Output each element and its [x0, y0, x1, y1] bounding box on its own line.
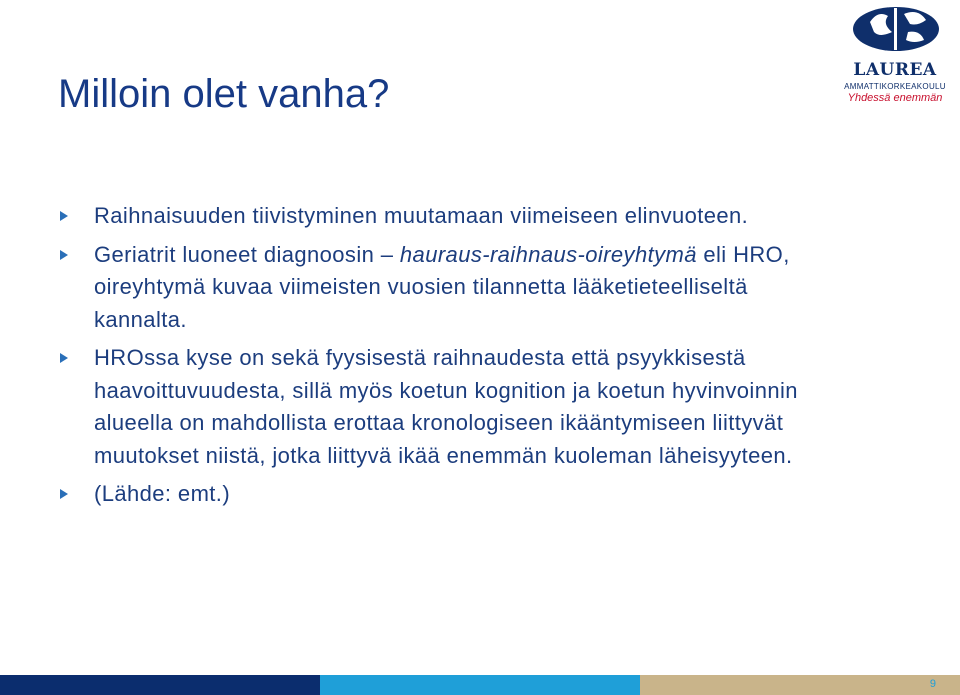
logo-tagline: Yhdessä enemmän [847, 92, 943, 104]
logo-subtitle: AMMATTIKORKEAKOULU [844, 82, 946, 91]
bullet-text-after: eli HRO, oireyhtymä kuvaa viimeisten vuosien tilannetta lääketieteelliseltä kannalta. [94, 241, 790, 332]
footer-bar [0, 675, 960, 695]
bullet-arrow-icon [60, 250, 68, 260]
bullet-item [58, 239, 798, 337]
bullet-list [58, 200, 798, 517]
bullet-text: (Lähde: emt.) [94, 481, 231, 506]
page-number: 9 [929, 678, 936, 690]
bullet-text-italic: hauraus-raihnaus-oireyhtymä [399, 241, 697, 267]
footer-segment-sand [640, 675, 960, 695]
bullet-text-before: Geriatrit luoneet diagnoosin – [94, 241, 400, 267]
bullet-arrow-icon [60, 489, 68, 499]
footer-segment-navy [0, 675, 320, 695]
laurea-emblem-icon [852, 4, 940, 54]
bullet-item [58, 200, 798, 233]
slide-title: Milloin olet vanha? [58, 72, 390, 116]
footer-segment-blue [320, 675, 640, 695]
bullet-arrow-icon [60, 353, 68, 363]
logo-name: LAUREA [853, 60, 937, 80]
bullet-item [58, 342, 798, 472]
bullet-item [58, 478, 798, 511]
bullet-text: HROssa kyse on sekä fyysisestä raihnaudesta että psyykkisestä haavoittuvuudesta, sillä myös koetun kognition ja koetun hyvinvoinnin alueella on mahdollista erottaa kronologiseen ikääntymiseen liittyvät muutokset niistä, jotka liittyvä ikää enemmän kuoleman läheisyyteen. [94, 345, 798, 468]
laurea-logo [842, 4, 948, 108]
bullet-text: Raihnaisuuden tiivistyminen muutamaan viimeiseen elinvuoteen. [94, 203, 749, 228]
bullet-arrow-icon [60, 211, 68, 221]
